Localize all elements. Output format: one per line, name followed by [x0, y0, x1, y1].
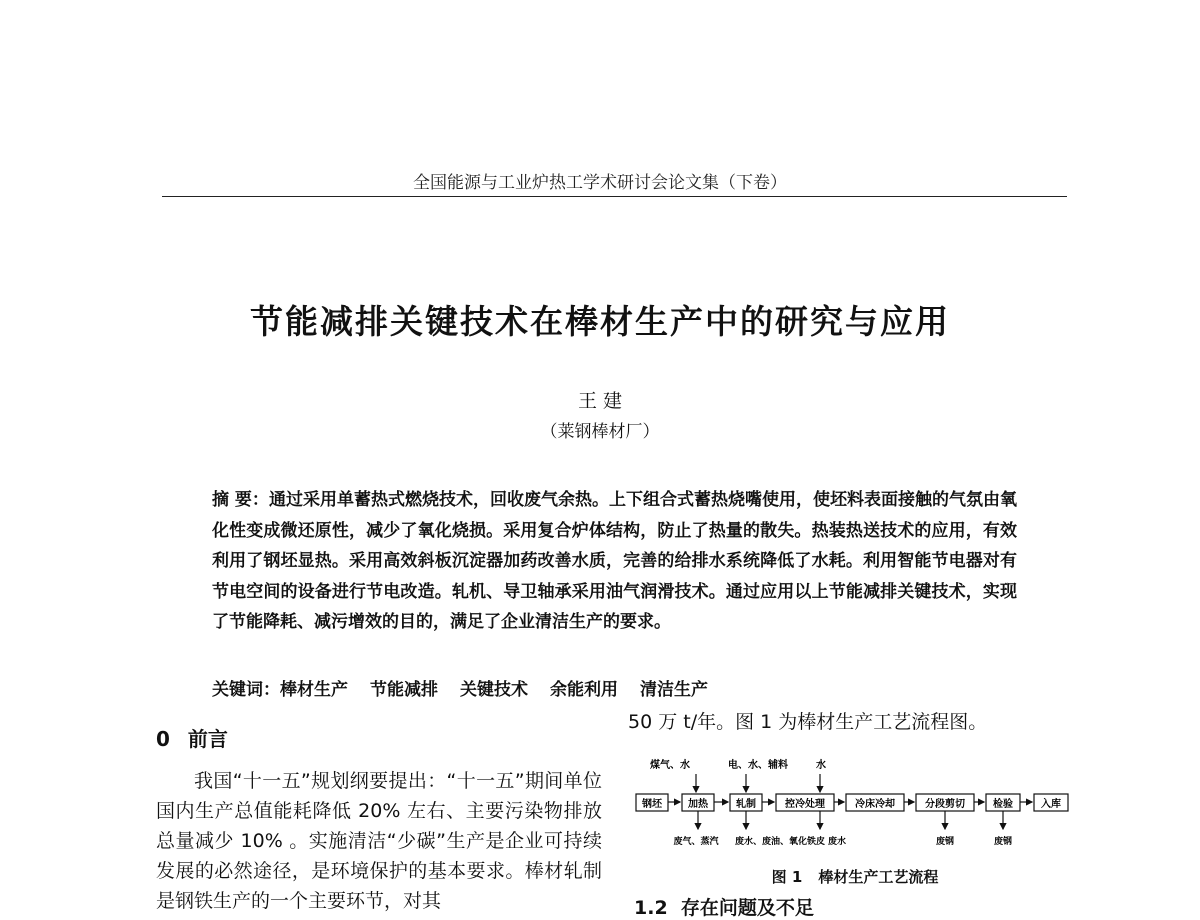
intro-paragraph: 我国“十一五”规划纲要提出：“十一五”期间单位国内生产总值能耗降低 20% 左右、主要污染物排放总量减少 10% 。实施清洁“少碳”生产是企业可持续发展的必然途径，是环境保护的基本要求。棒材轧制是钢铁生产的一个主要环节，对其 [156, 770, 602, 912]
output-label: 废钢 [935, 837, 955, 847]
output-label: 废水、废油、氧化铁皮 [734, 837, 826, 847]
running-header: 全国能源与工业炉热工学术研讨会论文集（下卷） [413, 173, 787, 193]
flow-step [636, 794, 668, 811]
author: 王 建 [577, 390, 623, 412]
abstract [212, 485, 1017, 638]
figure-caption-text: 棒材生产工艺流程 [818, 868, 939, 886]
output-label: 废水 [828, 837, 847, 847]
flow-step [846, 794, 904, 811]
figure-caption [630, 866, 1080, 887]
output-label: 废钢 [993, 837, 1013, 847]
flow-step [682, 794, 714, 811]
flow-step-label: 加热 [688, 799, 708, 810]
col2-text: 50 万 t/年。图 1 为棒材生产工艺流程图。 [628, 711, 988, 733]
section-heading [156, 723, 228, 752]
flow-step-label: 钢坯 [642, 799, 662, 810]
output-label: 废气、蒸汽 [673, 837, 719, 847]
keywords [212, 675, 1017, 700]
flow-step [986, 794, 1020, 811]
flow-step-label: 检验 [993, 799, 1013, 810]
subsection-title: 存在问题及不足 [680, 897, 814, 919]
paper-title: 节能减排关键技术在棒材生产中的研究与应用 [250, 302, 950, 341]
abstract-text: 通过采用单蓄热式燃烧技术，回收废气余热。上下组合式蓄热烧嘴使用，使坯料表面接触的气氛由氧化性变成微还原性，减少了氧化烧损。采用复合炉体结构，防止了热量的散失。热装热送技术的应用，有效利用了钢坯显热。采用高效斜板沉淀器加药改善水质，完善的给排水系统降低了水耗。利用智能节电器对有节电空间的设备进行节电改造。轧机、导卫轴承采用油气润滑技术。通过应用以上节能减排关键技术，实现了节能降耗、减污增效的目的，满足了企业清洁生产的要求。 [212, 490, 1018, 632]
input-label: 电、水、辅料 [728, 760, 788, 771]
flow-step-label: 分段剪切 [925, 799, 965, 810]
section-title: 前言 [187, 727, 228, 751]
keyword: 节能减排 [370, 680, 438, 700]
header-rule [162, 196, 1067, 197]
affiliation: （莱钢棒材厂） [540, 422, 660, 442]
flow-step [776, 794, 834, 811]
keyword: 关键技术 [460, 680, 528, 700]
subsection-heading [634, 893, 814, 920]
figure-number: 图 1 [771, 868, 803, 886]
input-label: 水 [816, 760, 826, 771]
flow-step-label: 轧制 [736, 799, 756, 810]
flow-step-label: 冷床冷却 [855, 799, 895, 810]
flow-step-label: 入库 [1041, 799, 1061, 810]
input-label: 煤气、水 [650, 760, 690, 771]
keyword: 清洁生产 [640, 680, 708, 700]
flow-step [730, 794, 762, 811]
flow-step-label: 控冷处理 [785, 799, 825, 810]
process-flow-diagram [630, 752, 1080, 862]
abstract-label: 摘 要： [212, 490, 269, 510]
section-number: 0 [156, 727, 170, 751]
flow-step [916, 794, 974, 811]
keyword: 棒材生产 [280, 680, 348, 700]
keyword: 余能利用 [550, 680, 618, 700]
keywords-label: 关键词： [212, 680, 280, 700]
subsection-number: 1.2 [634, 897, 668, 919]
flow-step [1034, 794, 1068, 811]
